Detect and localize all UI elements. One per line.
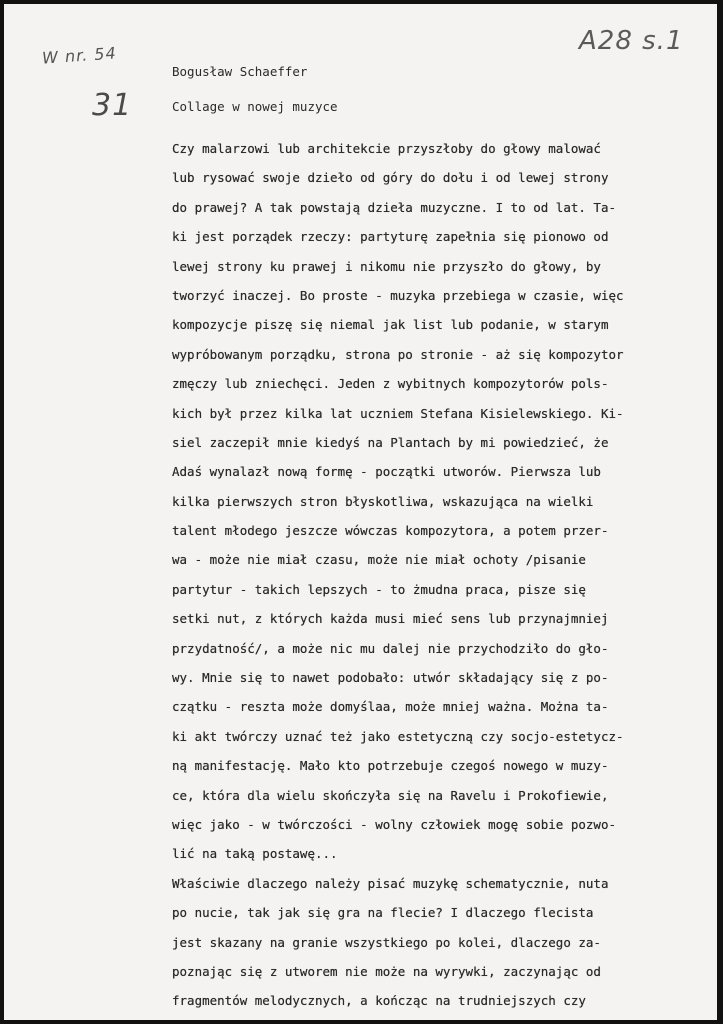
text-line: lewej strony ku prawej i nikomu nie przyszło do głowy, by xyxy=(172,258,601,274)
text-line: przydatność/, a może nic mu dalej nie przychodziło do gło- xyxy=(172,640,609,656)
text-line: lić na taką postawę... xyxy=(172,846,338,862)
text-line: po nucie, tak jak się gra na flecie? I dlaczego flecista xyxy=(172,905,594,921)
text-line: talent młodego jeszcze wówczas kompozytora, a potem przer- xyxy=(172,523,609,539)
text-line: do prawej? A tak powstają dzieła muzyczne. I to od lat. Ta- xyxy=(172,199,617,215)
text-line: ki jest porządek rzeczy: partyturę zapełnia się pionowo od xyxy=(172,229,609,245)
text-line: poznając się z utworem nie może na wyrywki, zaczynając od xyxy=(172,963,601,979)
text-line: więc jako - w twórczości - wolny człowiek mogę sobie pozwo- xyxy=(172,816,617,832)
text-line: wy. Mnie się to nawet podobało: utwór składający się z po- xyxy=(172,670,609,686)
document-page xyxy=(4,4,717,1020)
text-line: jest skazany na granie wszystkiego po kolei, dlaczego za- xyxy=(172,934,601,950)
text-line: lub rysować swoje dzieło od góry do dołu i od lewej strony xyxy=(172,170,609,186)
handwritten-page-number: 31 xyxy=(92,88,133,123)
text-line: wypróbowanym porządku, strona po stronie - aż się kompozytor xyxy=(172,346,624,362)
handwritten-note-top-left: W nr. 54 xyxy=(41,43,118,68)
text-line: kilka pierwszych stron błyskotliwa, wskazująca na wielki xyxy=(172,493,594,509)
text-line: czątku - reszta może domyślaa, może mniej ważna. Można ta- xyxy=(172,699,609,715)
text-line: tworzyć inaczej. Bo proste - muzyka przebiega w czasie, więc xyxy=(172,287,624,303)
text-line: Adaś wynalazł nową formę - początki utworów. Pierwsza lub xyxy=(172,464,601,480)
handwritten-archive-reference: A28 s.1 xyxy=(579,26,684,56)
document-title: Collage w nowej muzyce xyxy=(172,99,338,114)
text-line: ki akt twórczy uznać też jako estetyczną czy socjo-estetycz- xyxy=(172,728,624,744)
text-line: ce, która dla wielu skończyła się na Ravelu i Prokofiewie, xyxy=(172,787,609,803)
text-line: siel zaczepił mnie kiedyś na Plantach by mi powiedzieć, że xyxy=(172,434,609,450)
body-text xyxy=(172,134,707,1016)
text-line: Właściwie dlaczego należy pisać muzykę schematycznie, nuta xyxy=(172,875,609,891)
text-line: kompozycje piszę się niemal jak list lub podanie, w starym xyxy=(172,317,609,333)
author-name: Bogusław Schaeffer xyxy=(172,64,308,79)
text-line: ną manifestację. Mało kto potrzebuje czegoś nowego w muzy- xyxy=(172,758,609,774)
text-line: wa - może nie miał czasu, może nie miał ochoty /pisanie xyxy=(172,552,586,568)
text-line: Czy malarzowi lub architekcie przyszłoby do głowy malować xyxy=(172,141,601,156)
text-line: zmęczy lub zniechęci. Jeden z wybitnych kompozytorów pols- xyxy=(172,376,609,392)
text-line: kich był przez kilka lat uczniem Stefana Kisielewskiego. Ki- xyxy=(172,405,624,421)
text-line: partytur - takich lepszych - to żmudna praca, pisze się xyxy=(172,581,586,597)
text-line: setki nut, z których każda musi mieć sens lub przynajmniej xyxy=(172,611,609,627)
text-line: fragmentów melodycznych, a kończąc na trudniejszych czy xyxy=(172,993,586,1009)
